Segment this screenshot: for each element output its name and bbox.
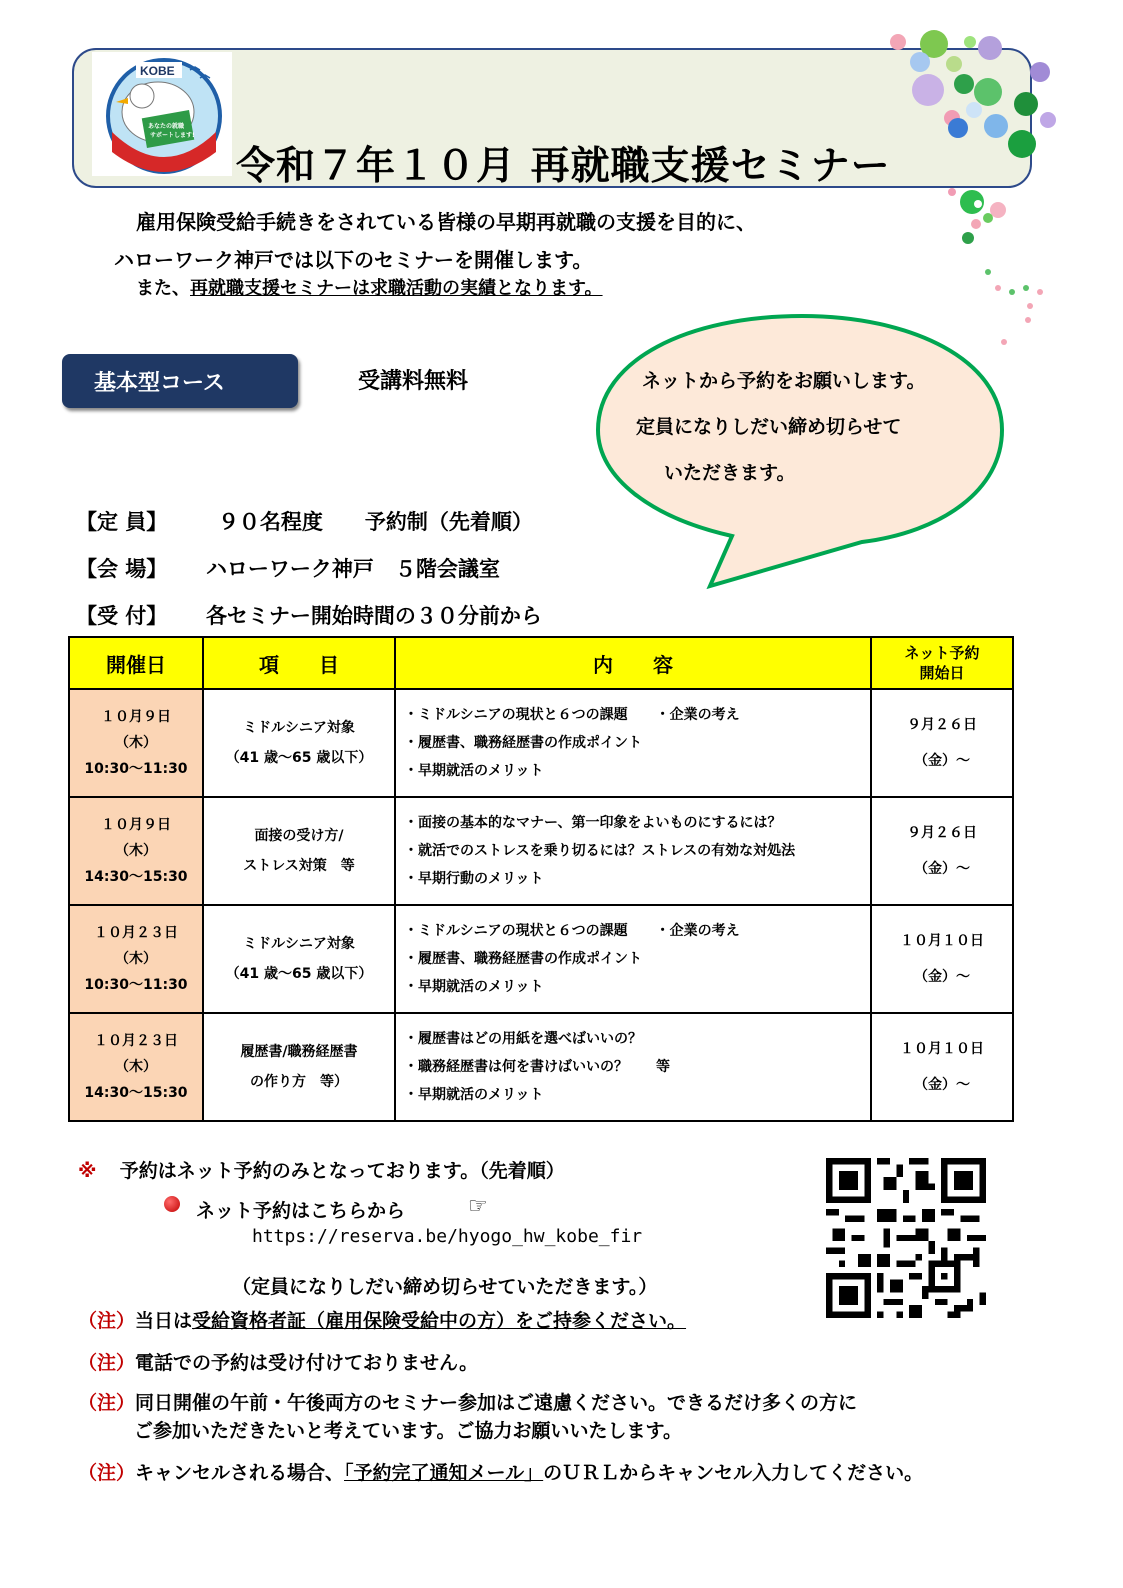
topic-line-2: （41 歳～65 歳以下） — [225, 966, 373, 982]
venue-value: ハローワーク神戸 ５階会議室 — [205, 557, 500, 581]
time: 14:30～15:30 — [84, 869, 188, 885]
open-day: （金）～ — [914, 1077, 970, 1093]
date: １０月２３日 — [94, 925, 178, 941]
topic-cell — [203, 905, 395, 1013]
note-4-text-after: のＵＲＬからキャンセル入力してください。 — [543, 1462, 924, 1484]
content-cell — [395, 689, 871, 797]
kobe-logo — [92, 52, 232, 176]
content-line-2: ・就活でのストレスを乗り切るには？ストレスの有効な対処法 — [404, 843, 796, 859]
note-1 — [78, 1306, 686, 1333]
note-3-line-2: ご参加いただきたいと考えています。ご協力お願いいたします。 — [134, 1420, 682, 1442]
pointing-hand-icon: ☞ — [468, 1194, 488, 1219]
date-cell — [69, 797, 203, 905]
open-date: ９月２６日 — [907, 825, 977, 841]
date-cell — [69, 689, 203, 797]
content-line-1: ・ミドルシニアの現状と６つの課題 ・企業の考え — [404, 707, 740, 723]
reservation-url-link[interactable]: https://reserva.be/hyogo_hw_kobe_fir — [252, 1226, 643, 1247]
content-cell — [395, 797, 871, 905]
note-3-mark: （注） — [78, 1392, 136, 1414]
reception-label: 【受 付】 — [76, 604, 168, 628]
qr-code[interactable] — [826, 1158, 986, 1318]
callout-bubble — [592, 310, 1012, 600]
open-date-cell — [871, 797, 1013, 905]
content-line-1: ・ミドルシニアの現状と６つの課題 ・企業の考え — [404, 923, 740, 939]
day: （木） — [115, 951, 157, 967]
open-day: （金）～ — [914, 861, 970, 877]
topic-line-1: 履歴書/職務経歴書 — [240, 1044, 358, 1060]
note-2-mark: （注） — [78, 1352, 136, 1374]
open-day: （金）～ — [914, 753, 970, 769]
topic-line-1: ミドルシニア対象 — [243, 720, 355, 736]
table-header-row — [69, 637, 1013, 689]
reception-value: 各セミナー開始時間の３０分前から — [205, 604, 542, 628]
date: １０月９日 — [101, 817, 171, 833]
content-line-3: ・早期就活のメリット — [404, 763, 544, 779]
day: （木） — [115, 1059, 157, 1075]
content-line-3: ・早期行動のメリット — [404, 871, 544, 887]
note-1-underlined: 受給資格者証（雇用保険受給中の方）をご持参ください。 — [192, 1310, 687, 1332]
note-1-mark: （注） — [78, 1310, 136, 1332]
table-row — [69, 797, 1013, 905]
decorative-bubbles — [880, 26, 1070, 356]
course-badge — [62, 354, 298, 408]
logo-text: KOBE — [140, 64, 175, 78]
day: （木） — [115, 735, 157, 751]
intro-line-3-prefix: また、 — [136, 278, 190, 299]
table-row — [69, 905, 1013, 1013]
date: １０月２３日 — [94, 1033, 178, 1049]
header-topic: 項 目 — [203, 637, 395, 689]
red-bullet-icon — [164, 1196, 180, 1212]
topic-line-1: ミドルシニア対象 — [243, 936, 355, 952]
date-cell — [69, 1013, 203, 1121]
intro-line-1: 雇用保険受給手続きをされている皆様の早期再就職の支援を目的に、 — [136, 210, 756, 234]
logo-subtitle-2: サポートします! — [150, 132, 195, 139]
content-line-2: ・履歴書、職務経歴書の作成ポイント — [404, 735, 642, 751]
content-cell — [395, 905, 871, 1013]
venue-row — [76, 553, 500, 583]
open-date: １０月１０日 — [900, 1041, 984, 1057]
topic-line-2: ストレス対策 等 — [243, 858, 355, 874]
header-open-line-2: 開始日 — [919, 664, 965, 682]
callout-line-1: ネットから予約をお願いします。 — [642, 370, 926, 392]
topic-line-2: の作り方 等） — [250, 1074, 348, 1090]
note-4-underlined: 「予約完了通知メール」 — [344, 1462, 544, 1484]
topic-line-1: 面接の受け方/ — [254, 828, 344, 844]
time: 14:30～15:30 — [84, 1085, 188, 1101]
note-4-text: キャンセルされる場合、 — [135, 1462, 345, 1484]
open-date-cell — [871, 689, 1013, 797]
header-content: 内 容 — [395, 637, 871, 689]
seminar-schedule-table — [68, 636, 1014, 1122]
capacity-row — [76, 506, 533, 536]
topic-cell — [203, 689, 395, 797]
intro-line-2: ハローワーク神戸では以下のセミナーを開催します。 — [114, 248, 593, 272]
course-label: 基本型コース — [94, 370, 225, 396]
note-4 — [78, 1458, 923, 1485]
header-date: 開催日 — [69, 637, 203, 689]
content-line-1: ・面接の基本的なマナー、第一印象をよいものにするには？ — [404, 815, 782, 831]
topic-cell — [203, 797, 395, 905]
day: （木） — [115, 843, 157, 859]
note-4-mark: （注） — [78, 1462, 136, 1484]
content-line-2: ・履歴書、職務経歴書の作成ポイント — [404, 951, 642, 967]
logo-subtitle-1: あなたの就職 — [148, 123, 185, 130]
note-2 — [78, 1348, 478, 1375]
venue-label: 【会 場】 — [76, 557, 168, 581]
topic-line-2: （41 歳～65 歳以下） — [225, 750, 373, 766]
limit-note: （定員になりしだい締め切らせていただきます。） — [232, 1276, 658, 1298]
content-line-1: ・履歴書はどの用紙を選べばいいの？ — [404, 1031, 642, 1047]
page-title: 令和７年１０月 再就職支援セミナー — [236, 144, 891, 189]
time: 10:30～11:30 — [84, 977, 188, 993]
open-date-cell — [871, 905, 1013, 1013]
content-line-3: ・早期就活のメリット — [404, 1087, 544, 1103]
reservation-link-label: ネット予約はこちらから — [196, 1200, 406, 1222]
date-cell — [69, 905, 203, 1013]
content-line-3: ・早期就活のメリット — [404, 979, 544, 995]
note-1-text: 当日は — [135, 1310, 193, 1332]
capacity-value: ９０名程度 予約制（先着順） — [217, 510, 533, 534]
header-open-date — [871, 637, 1013, 689]
reservation-mark: ※ — [78, 1160, 97, 1182]
topic-cell — [203, 1013, 395, 1121]
note-3 — [78, 1388, 857, 1415]
table-row — [69, 689, 1013, 797]
capacity-label: 【定 員】 — [76, 510, 168, 534]
reservation-note-text: 予約はネット予約のみとなっております。（先着順） — [119, 1160, 565, 1182]
content-line-2: ・職務経歴書は何を書けばいいの？ 等 — [404, 1059, 670, 1075]
reservation-note — [78, 1156, 565, 1183]
fee-label: 受講料無料 — [358, 369, 469, 394]
note-3-text: 同日開催の午前・午後両方のセミナー参加はご遠慮ください。できるだけ多くの方に — [135, 1392, 858, 1414]
callout-line-3: いただきます。 — [664, 462, 796, 484]
callout-line-2: 定員になりしだい締め切らせて — [636, 416, 902, 438]
open-date: ９月２６日 — [907, 717, 977, 733]
note-2-text: 電話での予約は受け付けておりません。 — [135, 1352, 479, 1374]
date: １０月９日 — [101, 709, 171, 725]
header-open-line-1: ネット予約 — [904, 644, 980, 662]
open-day: （金）～ — [914, 969, 970, 985]
open-date: １０月１０日 — [900, 933, 984, 949]
time: 10:30～11:30 — [84, 761, 188, 777]
content-cell — [395, 1013, 871, 1121]
intro-line-3 — [136, 274, 603, 300]
open-date-cell — [871, 1013, 1013, 1121]
reception-row — [76, 600, 542, 630]
table-row — [69, 1013, 1013, 1121]
intro-line-3-underlined: 再就職支援セミナーは求職活動の実績となります。 — [190, 278, 603, 299]
